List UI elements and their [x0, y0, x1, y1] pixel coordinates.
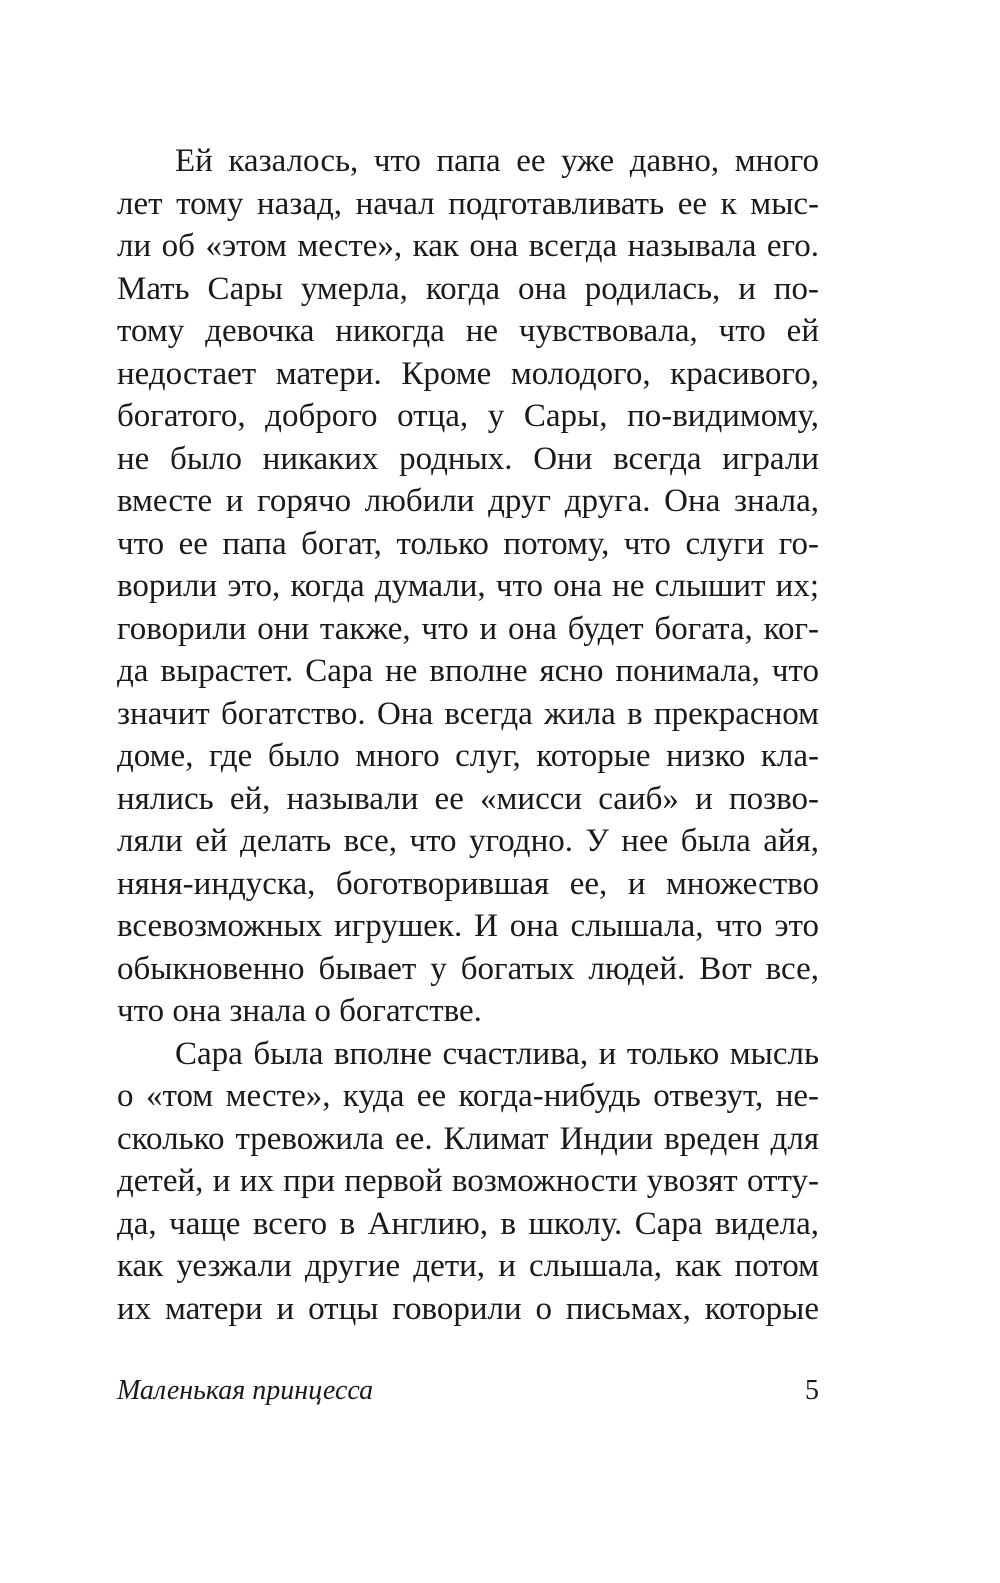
paragraph-1-line-3: ли об «этом месте», как она всегда называла его. [117, 228, 819, 264]
paragraph-1-line-13: да вырастет. Сара не вполне ясно понимала, что [117, 653, 819, 689]
paragraph-1-line-12: говорили они также, что и она будет богата, ког- [117, 610, 819, 647]
paragraph-2-line-2: о «том месте», куда ее когда-нибудь отвезут, не- [117, 1078, 819, 1114]
paragraph-1-line-8: не было никаких родных. Они всегда играли [117, 440, 819, 477]
paragraph-2-line-6: как уезжали другие дети, и слышала, как потом [117, 1248, 819, 1284]
paragraph-1-line-20: обыкновенно бывает у богатых людей. Вот все, [117, 950, 819, 987]
paragraph-2-line-7: их матери и отцы говорили о письмах, которые [117, 1290, 819, 1327]
paragraph-1-line-17: ляли ей делать все, что угодно. У нее была айя, [117, 823, 819, 859]
paragraph-1-line-19: всевозможных игрушек. И она слышала, что это [117, 908, 819, 944]
paragraph-1-line-18: няня-индуска, боготворившая ее, и множество [117, 865, 819, 902]
paragraph-1-line-10: что ее папа богат, только потому, что слуги го- [117, 525, 819, 562]
paragraph-1-line-14: значит богатство. Она всегда жила в прекрасном [117, 695, 819, 732]
paragraph-2-line-3: сколько тревожила ее. Климат Индии вреден для [117, 1120, 819, 1157]
paragraph-2-line-5: да, чаще всего в Англию, в школу. Сара видела, [117, 1205, 819, 1242]
paragraph-2-line-4: детей, и их при первой возможности увозят отту- [117, 1163, 819, 1199]
paragraph-1-line-2: лет тому назад, начал подготавливать ее к мыс- [117, 185, 819, 222]
paragraph-1-line-6: недостает матери. Кроме молодого, красивого, [117, 355, 819, 392]
paragraph-1-line-9: вместе и горячо любили друг друга. Она знала, [117, 483, 819, 519]
paragraph-1-line-7: богатого, доброго отца, у Сары, по-видимому, [117, 398, 819, 434]
paragraph-1-line-5: тому девочка никогда не чувствовала, что ей [117, 313, 819, 349]
body-text [117, 140, 819, 1330]
page-number: 5 [805, 1375, 819, 1406]
paragraph-1-line-4: Мать Сары умерла, когда она родилась, и по- [117, 270, 819, 307]
paragraph-2-line-1: Сара была вполне счастлива, и только мысль [175, 1035, 819, 1072]
paragraph-1-line-15: доме, где было много слуг, которые низко кла- [117, 738, 819, 774]
paragraph-1-line-21: что она знала о богатстве. [117, 993, 482, 1029]
paragraph-1-line-16: нялись ей, называли ее «мисси саиб» и позво- [117, 780, 819, 817]
paragraph-1-line-1: Ей казалось, что папа ее уже давно, много [175, 143, 819, 179]
paragraph-1-line-11: ворили это, когда думали, что она не слышит их; [117, 568, 819, 604]
running-footer-title: Маленькая принцесса [117, 1375, 374, 1406]
